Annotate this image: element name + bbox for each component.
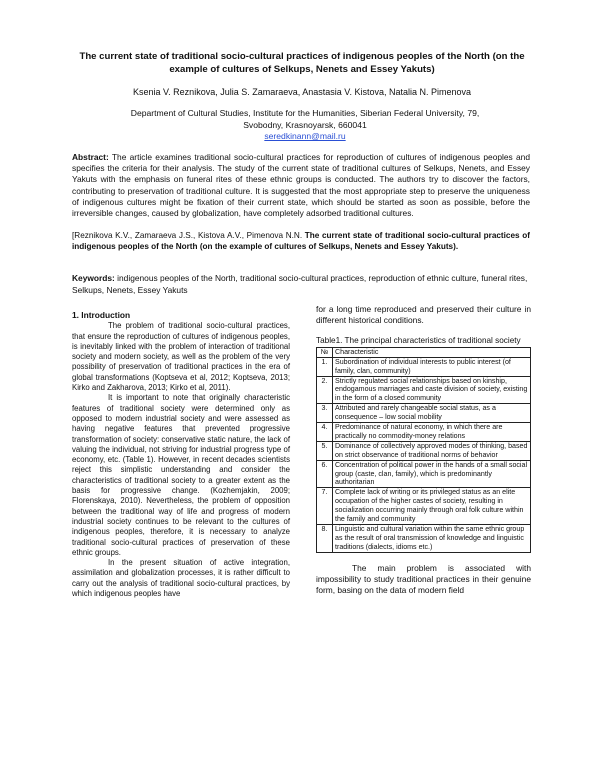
table-row (317, 460, 531, 488)
paper-title: The current state of traditional socio-cultural practices of indigenous peoples of the North (on the example of cultures of Selkups, Nenets and Essey Yakuts) (79, 51, 525, 75)
affiliation-block (110, 108, 500, 143)
row-characteristic: Attributed and rarely changeable social status, as a consequence – low social mobility (333, 404, 531, 423)
abstract-label: Abstract: (72, 152, 109, 162)
table-row (317, 357, 531, 376)
table-row (317, 376, 531, 404)
row-number: 4. (317, 423, 333, 442)
section-heading: 1. Introduction (72, 310, 131, 320)
affiliation-text: Department of Cultural Studies, Institute for the Humanities, Siberian Federal University, 79, Svobodny, Krasnoyarsk, 660041 (130, 108, 480, 130)
abstract-text: The article examines traditional socio-cultural practices for reproduction of cultures of indigenous peoples and specifies the criteria for their analysis. The study of the current state of traditional cultures of Selkups, Nenets, and Essey Yakuts with the emphasis on funeral rites of these ethnic groups is conducted. The authors try to discover the factors, contributing to preservation of traditional culture. It is suggested that the most appropriate step to preserve the uniqueness of indigenous cultures might be fixation of their current state, which should be started as soon as possible, before the irreversible changes, caused by globalization, have completely adsorbed traditional cultures. (72, 152, 530, 219)
table-row (317, 441, 531, 460)
citation (72, 230, 530, 252)
row-characteristic: Predominance of natural economy, in which there are practically no commodity-money relations (333, 423, 531, 442)
left-column (72, 310, 290, 599)
row-number: 6. (317, 460, 333, 488)
row-number: 1. (317, 357, 333, 376)
keywords-text: indigenous peoples of the North, traditional socio-cultural practices, reproduction of ethnic culture, funeral rites, Selkups, Nenets, Essey Yakuts (72, 273, 528, 295)
table-row (317, 488, 531, 525)
row-characteristic: Complete lack of writing or its privileged status as an elite occupation of the higher castes of society, resulting in socialization occurring mainly through oral folk culture within the family and community (333, 488, 531, 525)
keywords (72, 273, 530, 296)
after-table-paragraph: The main problem is associated with impossibility to study traditional practices in their genuine form, basing on the data of modern field (316, 562, 531, 595)
citation-title: The current state of traditional socio-cultural practices of indigenous peoples of the North (on the example of cultures of Selkups, Nenets and Essey Yakuts). (72, 231, 530, 251)
row-number: 5. (317, 441, 333, 460)
intro-paragraph-1: The problem of traditional socio-cultural practices, that ensure the reproduction of cultures of indigenous peoples, is inevitably linked with the problem of interaction of traditional society and modern society, as well as the problem of the very possibility of preservation of traditional practices in the era of global transformations (Koptseva et al, 2012; Koptseva, 2013; Kirko and Zakharova, 2013; Kirko et al, 2011). (72, 321, 290, 393)
table-row (317, 404, 531, 423)
row-characteristic: Linguistic and cultural variation within the same ethnic group as the result of oral transmission of knowledge and linguistic traditions (dialects, idioms etc.) (333, 525, 531, 553)
table-header-cell: № (317, 347, 333, 357)
row-characteristic: Strictly regulated social relationships based on kinship, endogamous marriages and caste division of society, existing in the form of a closed community (333, 376, 531, 404)
row-characteristic: Dominance of collectively approved modes of thinking, based on strict observance of traditional norms of behavior (333, 441, 531, 460)
continuation-paragraph: for a long time reproduced and preserved their culture in different historical conditions. (316, 304, 531, 325)
row-number: 2. (317, 376, 333, 404)
table-row (317, 423, 531, 442)
table-caption: Table1. The principal characteristics of traditional society (316, 336, 521, 345)
author-list: Ksenia V. Reznikova, Julia S. Zamaraeva, Anastasia V. Kistova, Natalia N. Pimenova (132, 87, 471, 97)
table-header-row (317, 347, 531, 357)
characteristics-table (316, 347, 531, 553)
row-characteristic: Concentration of political power in the hands of a small social group (caste, clan, family), which is predominantly authoritarian (333, 460, 531, 488)
row-number: 3. (317, 404, 333, 423)
row-number: 7. (317, 488, 333, 525)
intro-paragraph-3: In the present situation of active integration, assimilation and globalization processes, it is rather difficult to carry out the analysis of traditional socio-cultural practices, by which indigenous peoples have (72, 558, 290, 599)
citation-authors: [Reznikova K.V., Zamaraeva J.S., Kistova A.V., Pimenova N.N. (72, 231, 303, 240)
row-number: 8. (317, 525, 333, 553)
abstract (72, 152, 530, 219)
email-link[interactable]: seredkinann@mail.ru (264, 131, 346, 141)
table-header-cell: Characteristic (333, 347, 531, 357)
row-characteristic: Subordination of individual interests to public interest (of family, clan, community) (333, 357, 531, 376)
table-row (317, 525, 531, 553)
keywords-label: Keywords: (72, 273, 115, 283)
intro-paragraph-2: It is important to note that originally characteristic features of traditional society were determined only as opposed to modern industrial society and were assessed as having negative features that prevented progressive transformation of society: conservative static nature, the lack of valuing the individual, not striving for industrial progress type of economy, etc. (Table 1). However, in recent decades scientists reject this simplistic understanding and consider the characteristics of traditional society to a greater extent as the basis for progressive change. (Kozhemjakin, 2009; Florenskaya, 2010). Nevertheless, the problem of opposition between the traditional way of life and progress of modern industrial society continues to be relevant to the cultures of indigenous peoples, therefore, it is necessary to analyze traditional socio-cultural practices of preservation of these ethnic groups. (72, 393, 290, 557)
right-column (316, 304, 531, 596)
